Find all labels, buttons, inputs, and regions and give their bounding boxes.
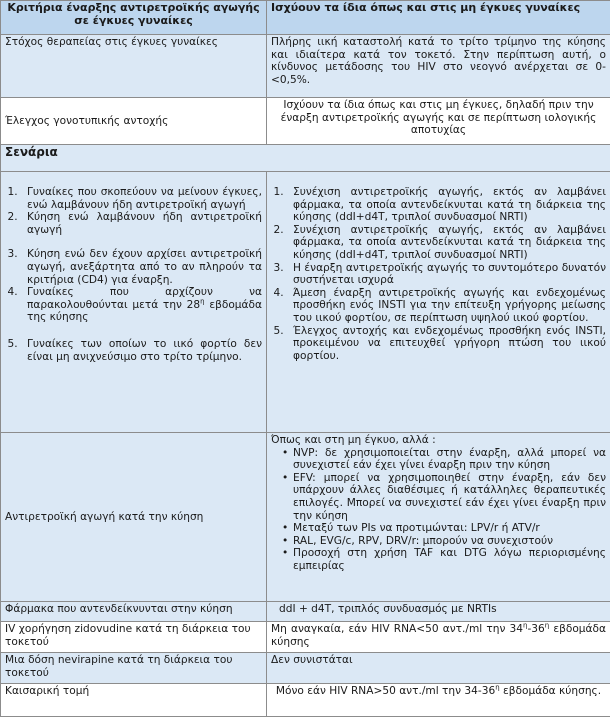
scenario-action-5: 5. Έλεγχος αντοχής και ενδεχομένως προσθήκη ενός INSTI, προκειμένου να επιτευχθεί γρήγορη πτώση του ιικού φορτίου. [287, 325, 606, 363]
csection-label: Καισαρική τομή [1, 684, 267, 717]
art-intro: Όπως και στη μη έγκυο, αλλά : [271, 434, 606, 447]
iv-sup-1: η [523, 621, 527, 629]
csection-value-b: εβδομάδα κύησης. [500, 685, 601, 697]
art-label: Αντιρετροϊκή αγωγή κατά την κύηση [1, 433, 267, 602]
scenario-1: 1. Γυναίκες που σκοπεύουν να μείνουν έγκυες, ενώ λαμβάνουν ήδη αντιρετροϊκή αγωγή [21, 186, 262, 211]
scenario-3: 3. Κύηση ενώ δεν έχουν αρχίσει αντιρετροϊκή αγωγή, ανεξάρτητα από το αν πληρούν τα κριτήρια (CD4) για έναρξη. [21, 248, 262, 286]
contra-value: ddI + d4T, τριπλός συνδυασμός με NRTIs [267, 602, 610, 622]
table-row [1, 98, 610, 145]
art-bullet-list [271, 447, 606, 573]
csection-sup: η [495, 683, 499, 691]
art-bullet-nvp: • NVP: δε χρησιμοποιείται στην έναρξη, αλλά μπορεί να συνεχιστεί εάν έχει γίνει έναρξη πριν την κύηση [293, 447, 606, 472]
goal-label: Στόχος θεραπείας στις έγκυες γυναίκες [1, 35, 267, 98]
table-row [1, 684, 610, 717]
art-bullet-pis: • Μεταξύ των PIs να προτιμώνται: LPV/r ή ATV/r [293, 522, 606, 535]
section-row [1, 145, 610, 172]
header-criteria: Κριτήρια έναρξης αντιρετροϊκής αγωγής σε έγκυες γυναίκες [1, 1, 267, 35]
table-row [1, 622, 610, 653]
table-row [1, 35, 610, 98]
nevirapine-label: Μια δόση nevirapine κατά τη διάρκεια του τοκετού [1, 653, 267, 684]
scenarios-row [1, 172, 610, 433]
iv-value-c: εβδομάδα κύησης [271, 623, 606, 648]
art-row [1, 433, 610, 602]
goal-value: Πλήρης ιική καταστολή κατά το τρίτο τρίμηνο της κύησης και ιδιαίτερα κατά τον τοκετό. Στην περίπτωση αυτή, ο κίνδυνος μετάδοσης του HIV στο νεογνό ανέρχεται σε 0-<0,5%. [267, 35, 610, 98]
scenario-2: 2. Κύηση ενώ λαμβάνουν ήδη αντιρετροϊκή αγωγή [21, 211, 262, 236]
table-row [1, 653, 610, 684]
scenarios-heading: Σενάρια [5, 145, 58, 159]
scenario-4-text: Γυναίκες που αρχίζουν να παρακολουθούνται μετά την 28 [27, 286, 262, 311]
header-same-as-nonpregnant: Ισχύουν τα ίδια όπως και στις μη έγκυες γυναίκες [267, 1, 610, 35]
scenario-4-sup: η [200, 297, 204, 305]
iv-sup-2: η [545, 621, 549, 629]
scenario-list [5, 186, 262, 363]
scenarios-left [1, 172, 267, 433]
iv-value-b: -36 [527, 623, 544, 635]
nevirapine-value: Δεν συνιστάται [267, 653, 610, 684]
genotype-label: Έλεγχος γονοτυπικής αντοχής [1, 98, 267, 145]
csection-value-a: Μόνο εάν HIV RNA>50 αντ./ml την 34-36 [276, 685, 495, 697]
table-row [1, 602, 610, 622]
scenarios-title [1, 145, 610, 172]
scenario-action-list [271, 186, 606, 362]
iv-value-a: Μη αναγκαία, εάν HIV RNA<50 αντ./ml την 34 [271, 623, 523, 635]
scenario-action-2: 2. Συνέχιση αντιρετροϊκής αγωγής, εκτός αν λαμβάνει φάρμακα, τα οποία αντενδείκνυται κατά τη διάρκεια της κύησης (ddI+d4T, τριπλοί συνδυασμοί NRTI) [287, 224, 606, 262]
iv-label: IV χορήγηση zidovudine κατά τη διάρκεια του τοκετού [1, 622, 267, 653]
art-bullet-taf: • Προσοχή στη χρήση TAF και DTG λόγω περιορισμένης εμπειρίας [293, 547, 606, 572]
art-value [267, 433, 610, 602]
contra-label: Φάρμακα που αντενδείκνυνται στην κύηση [1, 602, 267, 622]
scenario-action-4: 4. Άμεση έναρξη αντιρετροϊκής αγωγής και ενδεχομένως προσθήκη ενός INSTI για την επίτευξη γρήγορης μείωσης του ιικού φορτίου, σε περίπτωση υψηλού ιικού φορτίου. [287, 287, 606, 325]
iv-value [267, 622, 610, 653]
scenario-action-1: 1. Συνέχιση αντιρετροϊκής αγωγής, εκτός αν λαμβάνει φάρμακα, τα οποία αντενδείκνυται κατά τη διάρκεια της κύησης (ddI+d4T, τριπλοί συνδυασμοί NRTI) [287, 186, 606, 224]
art-bullet-efv: • EFV: μπορεί να χρησιμοποιηθεί στην έναρξη, εάν δεν υπάρχουν άλλες διαθέσιμες ή κατάλληλες θεραπευτικές επιλογές. Μπορεί να συνεχιστεί εάν έχει γίνει έναρξη πριν την κύηση [293, 472, 606, 522]
scenario-4 [21, 286, 262, 324]
scenarios-right [267, 172, 610, 433]
csection-value [267, 684, 610, 717]
table-header-row [1, 1, 610, 35]
genotype-value: Ισχύουν τα ίδια όπως και στις μη έγκυες, δηλαδή πριν την έναρξη αντιρετροϊκής αγωγής και σε περίπτωση ιολογικής αποτυχίας [267, 98, 610, 145]
scenario-5: 5. Γυναίκες των οποίων το ιικό φορτίο δεν είναι μη ανιχνεύσιμο στο τρίτο τρίμηνο. [21, 338, 262, 363]
scenario-action-3: 3. Η έναρξη αντιρετροϊκής αγωγής το συντομότερο δυνατόν συστήνεται ισχυρά [287, 262, 606, 287]
art-bullet-ral: • RAL, EVG/c, RPV, DRV/r: μπορούν να συνεχιστούν [293, 535, 606, 548]
scenario-4-tail: εβδομάδα της κύησης [27, 299, 262, 324]
